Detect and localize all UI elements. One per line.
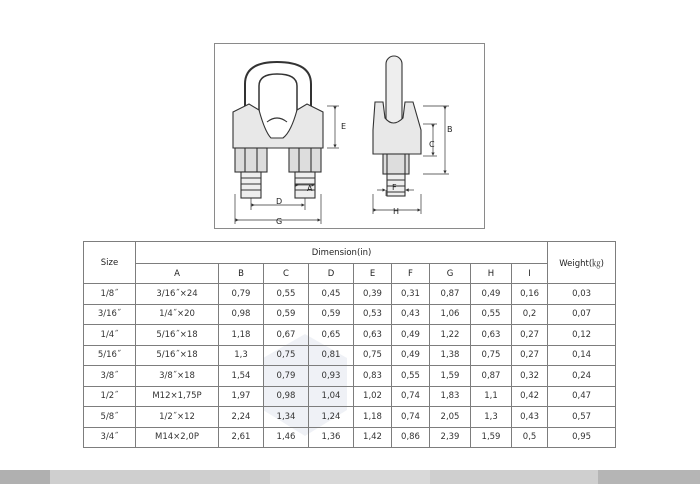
dimension-cell: 3/8˝×18 bbox=[136, 366, 219, 387]
side-view bbox=[373, 56, 421, 196]
size-cell: 3/16˝ bbox=[84, 304, 136, 325]
header-dimension: Dimension(in) bbox=[136, 242, 548, 264]
footer-bar bbox=[0, 470, 700, 484]
front-view bbox=[233, 62, 323, 198]
dimension-cell: 0,74 bbox=[392, 407, 430, 428]
dimension-cell: 0,59 bbox=[264, 304, 309, 325]
table-row bbox=[84, 386, 616, 407]
label-H: H bbox=[393, 207, 400, 216]
dimension-spec-table bbox=[83, 241, 616, 448]
dimension-cell: 1,04 bbox=[309, 386, 354, 407]
col-header-C: C bbox=[264, 264, 309, 284]
table-row bbox=[84, 345, 616, 366]
dimension-cell: 0,75 bbox=[354, 345, 392, 366]
dimension-cell: 0,87 bbox=[471, 366, 512, 387]
dimension-cell: 1,18 bbox=[354, 407, 392, 428]
col-header-F: F bbox=[392, 264, 430, 284]
size-cell: 3/4˝ bbox=[84, 427, 136, 448]
label-G: G bbox=[276, 217, 283, 226]
col-header-H: H bbox=[471, 264, 512, 284]
dimension-cell: 0,59 bbox=[309, 304, 354, 325]
dimension-cell: 0,27 bbox=[512, 345, 548, 366]
dimension-cell: 0,32 bbox=[512, 366, 548, 387]
weight-cell: 0,57 bbox=[548, 407, 616, 428]
dimension-cell: 0,16 bbox=[512, 284, 548, 305]
weight-cell: 0,12 bbox=[548, 325, 616, 346]
table-body bbox=[84, 284, 616, 448]
col-header-D: D bbox=[309, 264, 354, 284]
header-size: Size bbox=[84, 242, 136, 284]
dimension-cell: 1,34 bbox=[264, 407, 309, 428]
footer-bar-segment bbox=[598, 470, 700, 484]
label-D: D bbox=[276, 197, 283, 206]
table-row bbox=[84, 407, 616, 428]
dimension-cell: 0,75 bbox=[264, 345, 309, 366]
table-row bbox=[84, 325, 616, 346]
dimension-cell: 0,98 bbox=[264, 386, 309, 407]
dimension-cell: 0,93 bbox=[309, 366, 354, 387]
dimension-cell: 1,1 bbox=[471, 386, 512, 407]
footer-bar-segment bbox=[270, 470, 430, 484]
table-row bbox=[84, 284, 616, 305]
size-cell: 5/16˝ bbox=[84, 345, 136, 366]
table-row bbox=[84, 304, 616, 325]
dimension-cell: 0,39 bbox=[354, 284, 392, 305]
dimension-cell: 1,36 bbox=[309, 427, 354, 448]
dimension-cell: 0,83 bbox=[354, 366, 392, 387]
dimension-cell: 1,3 bbox=[219, 345, 264, 366]
dimension-cell: 2,05 bbox=[430, 407, 471, 428]
size-cell: 5/8˝ bbox=[84, 407, 136, 428]
dimension-cell: 1,54 bbox=[219, 366, 264, 387]
size-cell: 3/8˝ bbox=[84, 366, 136, 387]
label-E: E bbox=[341, 122, 347, 131]
dimension-cell: 0,49 bbox=[471, 284, 512, 305]
dimension-cell: 0,42 bbox=[512, 386, 548, 407]
dimension-cell: 1/4˝×20 bbox=[136, 304, 219, 325]
col-header-B: B bbox=[219, 264, 264, 284]
dimension-cell: 0,81 bbox=[309, 345, 354, 366]
weight-cell: 0,03 bbox=[548, 284, 616, 305]
dimension-cell: 0,27 bbox=[512, 325, 548, 346]
dimension-cell: 0,74 bbox=[392, 386, 430, 407]
table-row bbox=[84, 366, 616, 387]
label-A: A bbox=[307, 184, 313, 193]
dimension-cell: 1/2˝×12 bbox=[136, 407, 219, 428]
dimension-cell: 0,87 bbox=[430, 284, 471, 305]
dimension-cell: 0,63 bbox=[471, 325, 512, 346]
dimension-cell: 3/16˝×24 bbox=[136, 284, 219, 305]
dimension-cell: 0,63 bbox=[354, 325, 392, 346]
dimension-cell: 1,46 bbox=[264, 427, 309, 448]
weight-cell: 0,47 bbox=[548, 386, 616, 407]
col-header-E: E bbox=[354, 264, 392, 284]
dimension-cell: 0,2 bbox=[512, 304, 548, 325]
header-weight: Weight(㎏) bbox=[548, 242, 616, 284]
dimension-cell: 0,49 bbox=[392, 345, 430, 366]
dimension-cell: 5/16˝×18 bbox=[136, 325, 219, 346]
dimension-cell: 1,18 bbox=[219, 325, 264, 346]
dimension-cell: 2,24 bbox=[219, 407, 264, 428]
dimension-cell: M14×2,0P bbox=[136, 427, 219, 448]
label-C: C bbox=[429, 140, 435, 149]
size-cell: 1/8˝ bbox=[84, 284, 136, 305]
dimension-cell: M12×1,75P bbox=[136, 386, 219, 407]
col-header-G: G bbox=[430, 264, 471, 284]
col-header-A: A bbox=[136, 264, 219, 284]
label-B: B bbox=[447, 125, 453, 134]
dimension-cell: 1,42 bbox=[354, 427, 392, 448]
dimension-cell: 0,79 bbox=[264, 366, 309, 387]
size-cell: 1/2˝ bbox=[84, 386, 136, 407]
dimension-cell: 1,06 bbox=[430, 304, 471, 325]
dimension-cell: 2,61 bbox=[219, 427, 264, 448]
footer-bar-segment bbox=[0, 470, 50, 484]
dimension-cell: 1,38 bbox=[430, 345, 471, 366]
dimension-cell: 1,3 bbox=[471, 407, 512, 428]
clip-dimension-diagram bbox=[214, 43, 485, 229]
dimension-cell: 1,22 bbox=[430, 325, 471, 346]
dimension-cell: 0,43 bbox=[392, 304, 430, 325]
dimension-cell: 0,55 bbox=[471, 304, 512, 325]
dimension-cell: 0,31 bbox=[392, 284, 430, 305]
dimension-cell: 0,45 bbox=[309, 284, 354, 305]
dimension-cell: 0,65 bbox=[309, 325, 354, 346]
dimension-cell: 0,55 bbox=[264, 284, 309, 305]
weight-cell: 0,24 bbox=[548, 366, 616, 387]
size-cell: 1/4˝ bbox=[84, 325, 136, 346]
dimension-cell: 0,55 bbox=[392, 366, 430, 387]
dimension-cell: 5/16˝×18 bbox=[136, 345, 219, 366]
label-F: F bbox=[392, 183, 397, 192]
dimension-cell: 0,53 bbox=[354, 304, 392, 325]
dimension-cell: 1,83 bbox=[430, 386, 471, 407]
dimension-cell: 0,49 bbox=[392, 325, 430, 346]
table-row bbox=[84, 427, 616, 448]
dimension-cell: 1,59 bbox=[430, 366, 471, 387]
col-header-I: I bbox=[512, 264, 548, 284]
dimension-cell: 1,97 bbox=[219, 386, 264, 407]
dimension-cell: 1,59 bbox=[471, 427, 512, 448]
weight-cell: 0,07 bbox=[548, 304, 616, 325]
dimension-cell: 0,98 bbox=[219, 304, 264, 325]
weight-cell: 0,14 bbox=[548, 345, 616, 366]
dimension-cell: 0,75 bbox=[471, 345, 512, 366]
dimension-cell: 0,43 bbox=[512, 407, 548, 428]
dimension-cell: 0,79 bbox=[219, 284, 264, 305]
dimension-cell: 0,67 bbox=[264, 325, 309, 346]
dimension-cell: 2,39 bbox=[430, 427, 471, 448]
dimension-cell: 1,24 bbox=[309, 407, 354, 428]
dimension-cell: 0,86 bbox=[392, 427, 430, 448]
wire-rope-clip-drawing bbox=[215, 44, 486, 230]
dimension-cell: 0,5 bbox=[512, 427, 548, 448]
weight-cell: 0,95 bbox=[548, 427, 616, 448]
dimension-cell: 1,02 bbox=[354, 386, 392, 407]
